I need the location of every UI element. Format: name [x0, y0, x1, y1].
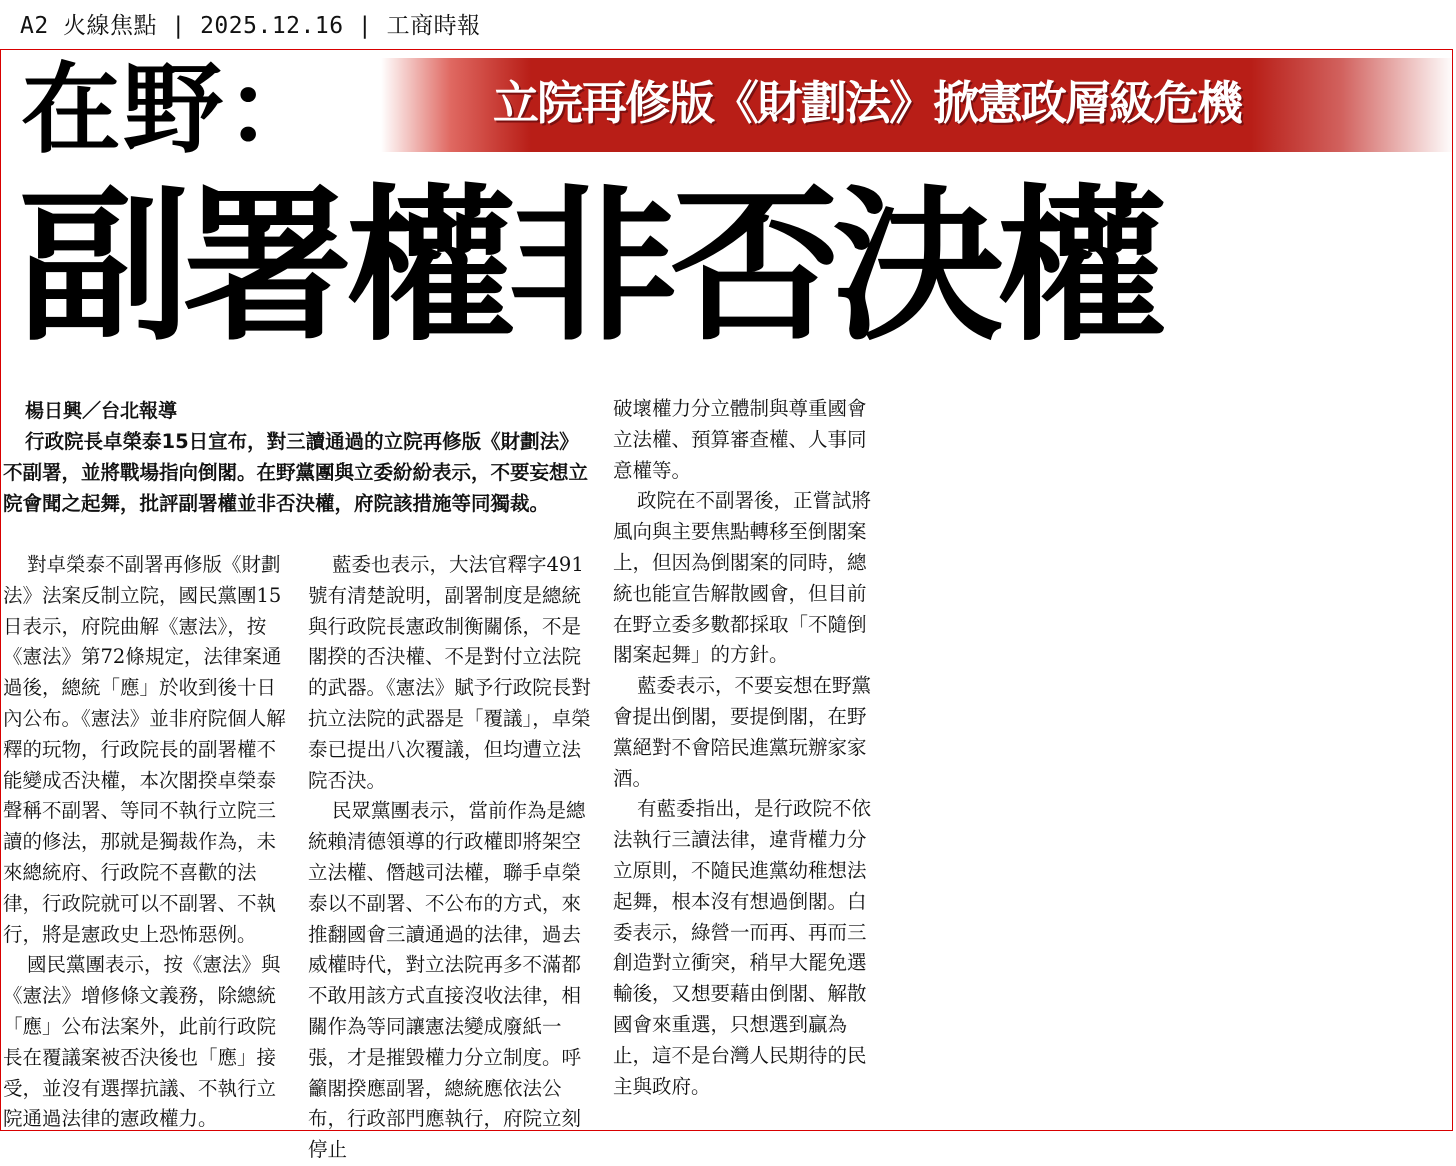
- headline-kicker: 在野：: [21, 53, 328, 167]
- body-column-3: [613, 394, 875, 1102]
- body-column-2: [308, 550, 592, 1166]
- body-paragraph: 民眾黨團表示，當前作為是總統賴清德領導的行政權即將架空立法權、僭越司法權，聯手卓榮泰以不副署、不公布的方式，來推翻國會三讀通過的法律，過去威權時代，對立法院再多不滿都不敢用該方式直接沒收法律，相關作為等同讓憲法變成廢紙一張，才是摧毀權力分立制度。呼籲閣揆應副署，總統應依法公布，行政部門應執行，府院立刻停止: [308, 799, 586, 1162]
- body-paragraph: 政院在不副署後，正嘗試將風向與主要焦點轉移至倒閣案上，但因為倒閣案的同時，總統也能宣告解散國會，但目前在野立委多數都採取「不隨倒閣案起舞」的方針。: [613, 489, 872, 667]
- page-header: A2 火線焦點 | 2025.12.16 | 工商時報: [20, 13, 481, 39]
- lede-paragraph: 行政院長卓榮泰15日宣布，對三讀通過的立院再修版《財劃法》不副署，並將戰場指向倒閣。在野黨團與立委紛紛表示，不要妄想立院會聞之起舞，批評副署權並非否決權，府院該措施等同獨裁。: [3, 430, 589, 515]
- main-headline: 副署權非否決權: [19, 171, 1159, 364]
- body-paragraph: 國民黨團表示，按《憲法》與《憲法》增修條文義務，除總統「應」公布法案外，此前行政院長在覆議案被否決後也「應」接受，並沒有選擇抗議、不執行立院通過法律的憲政權力。: [3, 953, 281, 1131]
- byline: 楊日興／台北報導: [25, 400, 178, 422]
- body-paragraph: 藍委也表示，大法官釋字491號有清楚說明，副署制度是總統與行政院長憲政制衡關係，不是閣揆的否決權、不是對付立法院的武器。《憲法》賦予行政院長對抗立法院的武器是「覆議」，卓榮泰已提出八次覆議，但均遭立法院否決。: [308, 553, 591, 792]
- headline-banner: [381, 58, 1454, 152]
- body-paragraph: 有藍委指出，是行政院不依法執行三讀法律，違背權力分立原則，不隨民進黨幼稚想法起舞，根本沒有想過倒閣。白委表示，綠營一而再、再而三創造對立衝突，稍早大罷免選輸後，又想要藉由倒閣、解散國會來重選，只想選到贏為止，這不是台灣人民期待的民主與政府。: [613, 797, 872, 1098]
- body-paragraph: 對卓榮泰不副署再修版《財劃法》法案反制立院，國民黨團15日表示，府院曲解《憲法》，按《憲法》第72條規定，法律案通過後，總統「應」於收到後十日內公布。《憲法》並非府院個人解釋的玩物，行政院長的副署權不能變成否決權，本次閣揆卓榮泰聲稱不副署、等同不執行立院三讀的修法，那就是獨裁作為，未來總統府、行政院不喜歡的法律，行政院就可以不副署、不執行，將是憲政史上恐怖惡例。: [3, 553, 286, 946]
- body-column-1: [3, 550, 287, 1135]
- lede: [3, 426, 593, 519]
- article-frame: [0, 49, 1453, 1162]
- body-paragraph: 藍委表示，不要妄想在野黨會提出倒閣，要提倒閣，在野黨絕對不會陪民進黨玩辦家家酒。: [613, 674, 872, 790]
- headline-banner-text: 立院再修版《財劃法》掀憲政層級危機: [493, 76, 1241, 130]
- body-paragraph-continued: 破壞權力分立體制與尊重國會立法權、預算審查權、人事同意權等。: [613, 397, 867, 482]
